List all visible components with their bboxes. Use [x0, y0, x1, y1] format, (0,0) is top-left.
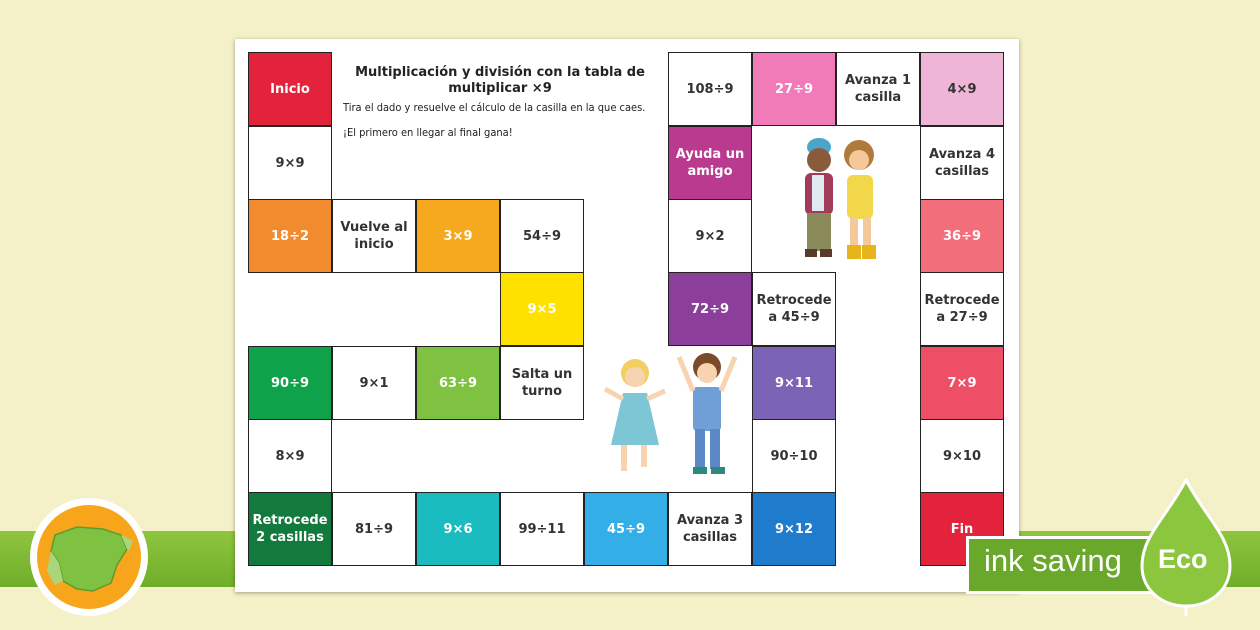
board-cell[interactable]: 27÷9 [752, 52, 836, 126]
board-cell[interactable]: 36÷9 [920, 199, 1004, 273]
board-cell[interactable]: Salta un turno [500, 346, 584, 420]
goal-text: ¡El primero en llegar al final gana! [343, 126, 513, 139]
board-cell[interactable]: 9×1 [332, 346, 416, 420]
spain-map-icon [37, 505, 141, 609]
board-cell[interactable]: 108÷9 [668, 52, 752, 126]
board-cell[interactable]: 63÷9 [416, 346, 500, 420]
board-cell[interactable]: 9×9 [248, 126, 332, 200]
board-cell[interactable]: 18÷2 [248, 199, 332, 273]
board-cell[interactable]: 54÷9 [500, 199, 584, 273]
board-cell[interactable]: 7×9 [920, 346, 1004, 420]
board-cell[interactable]: Vuelve al inicio [332, 199, 416, 273]
ink-saving-label: ink saving [984, 543, 1122, 578]
board-cell[interactable]: 9×11 [752, 346, 836, 420]
board-cell[interactable]: 9×6 [416, 492, 500, 566]
board-cell[interactable]: Ayuda un amigo [668, 126, 752, 200]
board-cell[interactable]: 99÷11 [500, 492, 584, 566]
board-cell[interactable]: 72÷9 [668, 272, 752, 346]
board-cell[interactable]: Avanza 4 casillas [920, 126, 1004, 200]
board-cell[interactable]: Retrocede 2 casillas [248, 492, 332, 566]
board-start-cell[interactable]: Inicio [248, 52, 332, 126]
board-cell[interactable]: 45÷9 [584, 492, 668, 566]
board-cell[interactable]: 9×12 [752, 492, 836, 566]
board-cell[interactable]: Retrocede a 45÷9 [752, 272, 836, 346]
board-cell[interactable]: 3×9 [416, 199, 500, 273]
board-cell[interactable]: 90÷10 [752, 419, 836, 493]
board-cell[interactable]: Retrocede a 27÷9 [920, 272, 1004, 346]
standing-kids-illustration [787, 127, 897, 273]
board-cell[interactable]: Avanza 1 casilla [836, 52, 920, 126]
board-cell[interactable]: Avanza 3 casillas [668, 492, 752, 566]
eco-label: Eco [1158, 544, 1208, 574]
instruction-text: Tira el dado y resuelve el cálculo de la casilla en la que caes. [343, 101, 646, 114]
board-cell[interactable]: 4×9 [920, 52, 1004, 126]
worksheet-page [235, 39, 1019, 592]
board-cell[interactable]: 90÷9 [248, 346, 332, 420]
spain-map-badge [30, 498, 148, 616]
board-cell[interactable]: 9×10 [920, 419, 1004, 493]
board-cell[interactable]: 8×9 [248, 419, 332, 493]
board-cell[interactable]: 9×2 [668, 199, 752, 273]
worksheet-title: Multiplicación y división con la tabla de multiplicar ×9 [355, 65, 645, 96]
dancing-kids-illustration [595, 349, 755, 489]
board-finish-cell[interactable]: Fin [920, 492, 1004, 566]
board-cell[interactable]: 81÷9 [332, 492, 416, 566]
board-cell[interactable]: 9×5 [500, 272, 584, 346]
